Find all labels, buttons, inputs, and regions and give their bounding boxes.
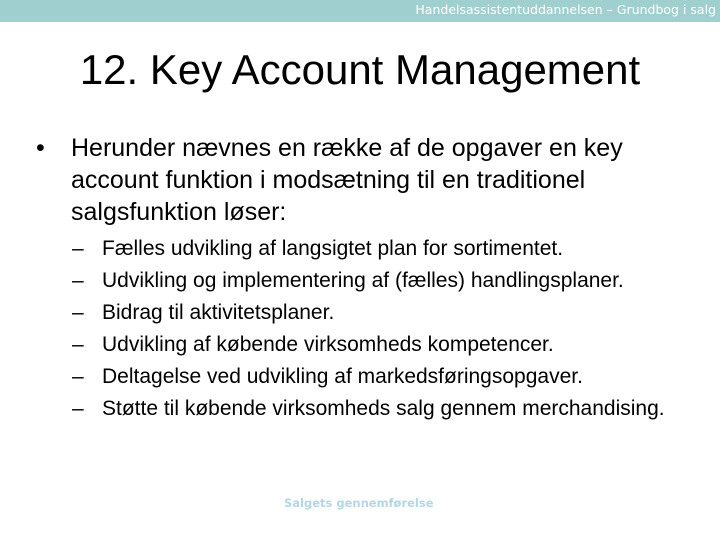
sub-bullet bbox=[72, 267, 702, 294]
sub-bullet-marker: – bbox=[72, 397, 84, 420]
slide-title: 12. Key Account Management bbox=[79, 46, 641, 93]
sub-bullet-text: Udvikling og implementering af (fælles) handlingsplaner. bbox=[102, 269, 624, 292]
sub-bullet-marker: – bbox=[72, 365, 84, 388]
sub-bullet-marker: – bbox=[72, 237, 84, 260]
header-band bbox=[0, 0, 720, 22]
sub-bullet-marker: – bbox=[72, 301, 84, 324]
sub-bullet bbox=[72, 363, 702, 390]
sub-bullet-text: Støtte til købende virksomheds salg gennem merchandising. bbox=[102, 397, 665, 420]
sub-bullet-text: Udvikling af købende virksomheds kompetencer. bbox=[102, 333, 554, 356]
sub-bullet bbox=[72, 235, 702, 262]
sub-bullet bbox=[72, 331, 702, 358]
header-text: Handelsassistentuddannelsen – Grundbog i salg bbox=[415, 2, 716, 17]
bullet-marker: • bbox=[36, 134, 45, 162]
sub-bullet-marker: – bbox=[72, 269, 84, 292]
sub-bullet bbox=[72, 299, 702, 326]
sub-bullet bbox=[72, 395, 702, 422]
sub-bullet-text: Fælles udvikling af langsigtet plan for sortimentet. bbox=[102, 237, 564, 260]
main-bullet bbox=[36, 132, 696, 228]
footer-text: Salgets gennemførelse bbox=[284, 496, 434, 510]
main-bullet-text: Herunder nævnes en række af de opgaver en key account funktion i modsætning til en traditionel salgsfunktion løser: bbox=[71, 134, 623, 226]
sub-bullet-marker: – bbox=[72, 333, 84, 356]
sub-bullet-text: Deltagelse ved udvikling af markedsføringsopgaver. bbox=[102, 365, 583, 388]
sub-bullet-list bbox=[72, 235, 702, 427]
sub-bullet-text: Bidrag til aktivitetsplaner. bbox=[102, 301, 335, 324]
